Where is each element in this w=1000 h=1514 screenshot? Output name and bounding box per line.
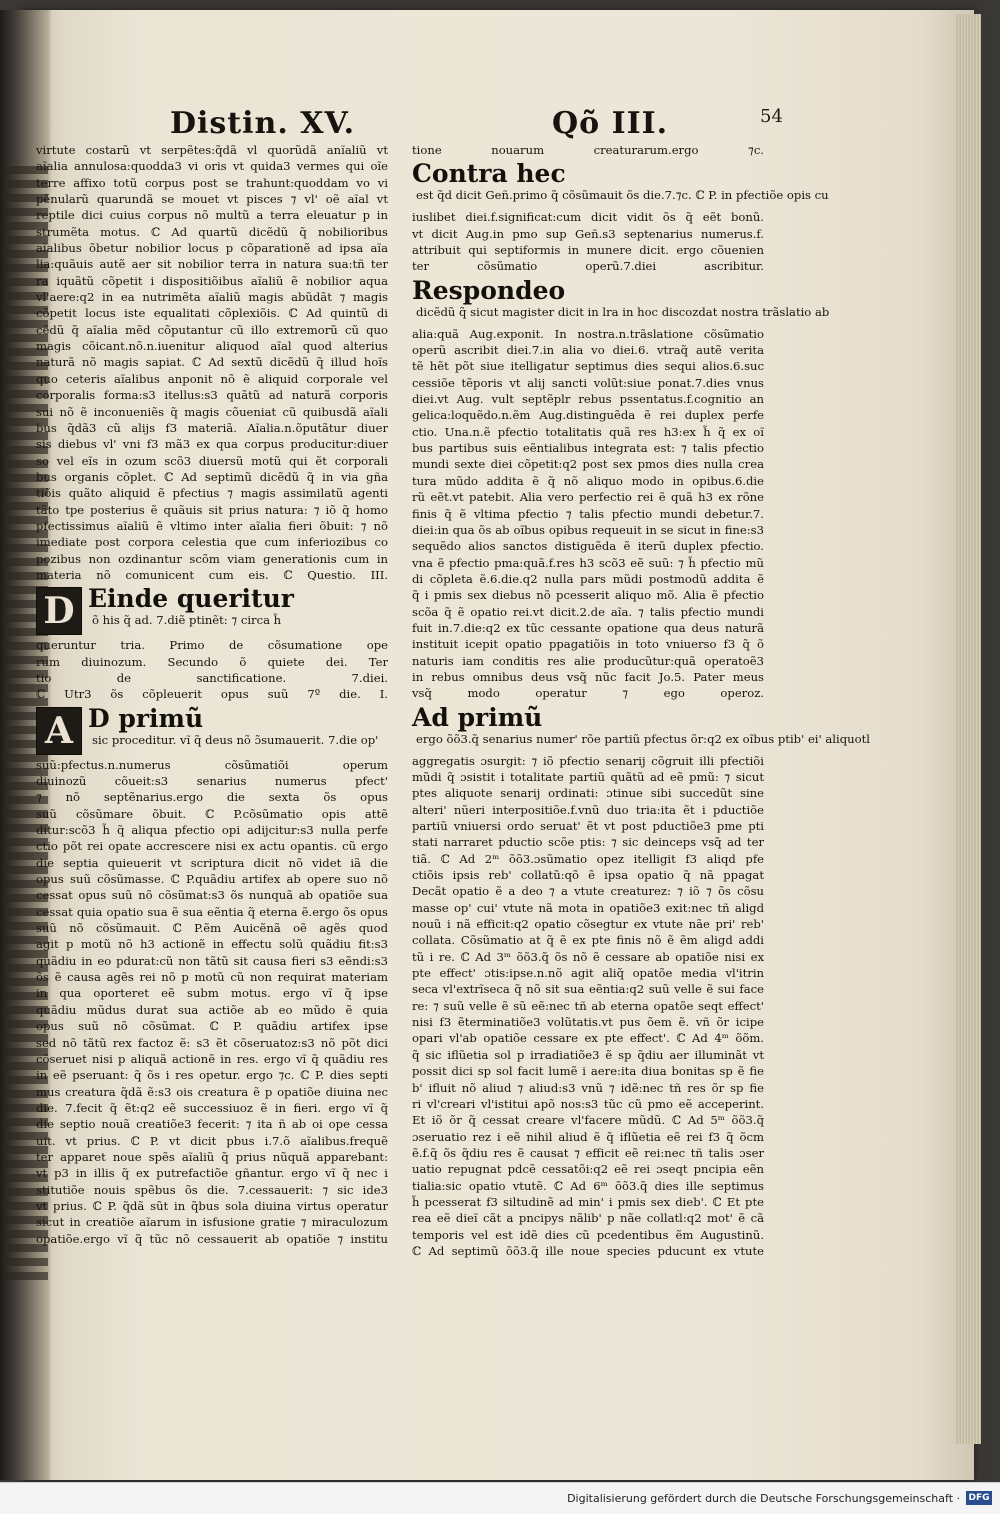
text-line: iuslibet diei.f.significat:cum dicit vidit õs q̃ eẽt bonũ. xyxy=(412,210,764,225)
text-line: ctio. Una.n.ẽ pfectio totalitatis quã res h3:ex h̃ q̃ ex oĩ xyxy=(412,424,764,439)
section-heading-word: Ad primũ xyxy=(412,702,543,732)
text-line: mũdi q̃ ɔsistit i totalitate partiũ quãtũ ad eẽ pmũ: ⁊ sicut xyxy=(412,769,764,784)
text-line: cõseruet nisi p aliquã actionẽ in res. ergo vĩ q̃ quãdiu res xyxy=(36,1051,388,1066)
text-line: aĩalibus õbetur nobilior locus p cõparationẽ ad ipsa aĩa xyxy=(36,241,388,256)
text-line: di cõpleta ẽ.6.die.q2 nulla pars mũdi postmodũ addita ẽ xyxy=(412,571,764,586)
text-line: tialia:sic opatio vtutẽ. ℂ Ad 6ᵐ õõ3.q̃ dies ille septimus xyxy=(412,1178,764,1193)
text-line: cessiõe tẽporis vt alij sancti volũt:siue ponat.7.dies vnus xyxy=(412,375,764,390)
text-line: agit p motũ nõ h3 actionẽ in effectu solũ quãdiu fit:s3 xyxy=(36,937,388,952)
text-line: masse op' cui' vtute nã mota in opatiõe3 exit:nec tñ aligd xyxy=(412,900,764,915)
decorated-initial-d: D xyxy=(36,587,82,635)
text-line: rea eẽ dieĩ cãt a pncipys nãlib' p nãe collatl:q2 mot' ẽ cã xyxy=(412,1211,764,1226)
text-line: diuinozũ cõueit:s3 senarius numerus pfect' xyxy=(36,774,388,788)
text-line: cessat quia opatio sua ẽ sua eẽntia q̃ eterna ẽ.ergo õs opus xyxy=(36,904,388,919)
text-line: die septia quieuerit vt scriptura dicit nõ videt iã die xyxy=(36,855,388,870)
text-line: diei.vt Aug. vult septẽplr rebus pssentatus.f.cognitio an xyxy=(412,392,764,407)
section-heading-word: D primũ xyxy=(88,704,204,733)
text-line: ri vl'creari vl'istitui apõ nos:s3 tũc cũ pmo eẽ acceperint. xyxy=(412,1096,764,1111)
section-heading-word: Respondeo xyxy=(412,275,566,305)
text-line: vt dicit Aug.in pmo sup Geñ.s3 septenarius numerus.f. xyxy=(412,226,764,241)
text-line: ⁊ nõ septẽnarius.ergo die sexta õs opus xyxy=(36,790,388,805)
text-line: rũ eẽt.vt patebit. Alia vero perfectio rei ẽ quã h3 ex rõne xyxy=(412,490,764,505)
text-line: strumẽta motus. ℂ Ad quartũ dicẽdũ q̃ nobilioribus xyxy=(36,224,388,239)
right-heading-2 xyxy=(412,275,830,324)
text-line: Decãt opatio ẽ a deo ⁊ a vtute creaturez: ⁊ iõ ⁊ õs cõsu xyxy=(412,884,764,899)
text-line: h̃ pcesserat f3 siltudinẽ ad min' i pmis sex dieb'. ℂ Et pte xyxy=(412,1194,764,1209)
text-line: imediate post corpora celestia que cum inferiozibus co xyxy=(36,535,388,550)
text-line: stitutiõe nouis spẽbus õs die. 7.cessauerit: ⁊ sic ide3 xyxy=(36,1182,388,1197)
text-line: tiõis quãto aliquid ẽ pfectius ⁊ magis assimilatũ agenti xyxy=(36,486,388,501)
text-line: bus q̃dã3 cũ alijs f3 materiã. Aĩalia.n.õputãtur diuer xyxy=(36,420,388,435)
text-line: tẽ hẽt põt siue itelligatur septimus dies sequi alios.6.suc xyxy=(412,359,764,374)
text-line: mus creatura q̃dã ẽ:s3 ois creatura ẽ p opatiõe diuina nec xyxy=(36,1084,388,1099)
text-line: suũ cõsũmare õbuit. ℂ P.cõsũmatio opis attẽ xyxy=(36,806,388,821)
text-line: ctio põt rei opate accrescere nisi ex actu opantis. cũ ergo xyxy=(36,839,388,854)
text-line: mundi sexte diei cõpetit:q2 post sex pmos dies nulla crea xyxy=(412,457,764,472)
left-column-block-a xyxy=(36,142,388,583)
text-line: opatiõe.ergo vĩ q̃ tũc nõ cessauerit ab opatiõe ⁊ institu xyxy=(36,1231,388,1246)
text-line: instituit icepit opatio ppagatiõis in toto vniuerso f3 q̃ õ xyxy=(412,637,764,652)
text-line: pfectissimus aĩaliũ ẽ vltimo inter aĩalia fieri õbuit: ⁊ nõ xyxy=(36,518,388,533)
text-line: collata. Cõsũmatio at q̃ ẽ ex pte finis nõ ẽ ẽm aligd addi xyxy=(412,933,764,948)
section-heading-rest: õ his q̃ ad. 7.diẽ ptinẽt: ⁊ circa h̃ xyxy=(92,613,282,628)
text-line: alteri' nũeri interpositiõe.f.vnũ duo tria:ita ẽt i pductiõe xyxy=(412,802,764,817)
text-line: tio de sanctificatione. 7.diei. xyxy=(36,670,388,685)
text-line: sicut in creatiõe aĩarum in isfusione gratie ⁊ miraculozum xyxy=(36,1215,388,1230)
text-line: ɔseruatio rez i eẽ nihil aliud ẽ q̃ iflũetia eẽ rei f3 q̃ õcm xyxy=(412,1129,764,1144)
text-line: nouũ i nã efficit:q2 opatio cõsegtur ex vtute nãe pri' reb' xyxy=(412,917,764,932)
text-line: in qua oporteret eẽ subm motus. ergo vĩ q̃ ipse xyxy=(36,986,388,1001)
text-line: sis diebus vl' vni f3 mã3 ex qua corpus producitur:diuer xyxy=(36,437,388,452)
left-column-block-b xyxy=(36,637,388,702)
text-line: quãdiu in eo pdurat:cũ non tãtũ sit causa fieri s3 eẽndi:s3 xyxy=(36,953,388,968)
right-column xyxy=(412,142,870,1259)
text-line: tũ i re. ℂ Ad 3ᵐ õõ3.q̃ õs nõ ẽ cessare ab opatiõe nisi ex xyxy=(412,949,764,964)
text-line: tãto tpe posterius ẽ quãuis sit prius natura: ⁊ iõ q̃ homo xyxy=(36,502,388,517)
left-heading-2 xyxy=(36,705,388,755)
text-line: ẽ.f.q̃ õs q̃diu res ẽ causat ⁊ efficit eẽ rei:nec tñ talis ɔser xyxy=(412,1145,764,1160)
text-line: uatio repugnat pdcẽ cessatõi:q2 eẽ rei ɔseqt pncipia eẽn xyxy=(412,1162,764,1177)
text-line: ctiõis ipsis reb' collatũ:qõ ẽ ipsa opatio q̃ nã ppagat xyxy=(412,868,764,883)
funding-notice: Digitalisierung gefördert durch die Deutsche Forschungsgemeinschaft · xyxy=(567,1492,960,1505)
text-line: seca vl'extrĩseca q̃ nõ sit sua eẽntia:q2 suũ velle ẽ sui face xyxy=(412,982,764,997)
text-line: alia:quã Aug.exponit. In nostra.n.trãslatione cõsũmatio xyxy=(412,326,764,341)
text-line: naturã nõ magis sapiat. ℂ Ad sextũ dicẽdũ q̃ illud hoĩs xyxy=(36,355,388,370)
text-line: naturis iam conditis res alie producũtur:quã operatoẽ3 xyxy=(412,653,764,668)
page-fore-edge xyxy=(955,14,981,1444)
text-line: die. 7.fecit q̃ ẽt:q2 eẽ successiuoz ẽ in fieri. ergo vĩ q̃ xyxy=(36,1100,388,1115)
text-line: q̃ sic iflũetia sol p irradiatiõe3 ẽ sp q̃diu aer illuminãt vt xyxy=(412,1047,764,1062)
running-head-right: Qõ III. xyxy=(552,106,669,141)
text-line: tiã. ℂ Ad 2ᵐ õõ3.ɔsũmatio opez itelligit f3 aliqd pfe xyxy=(412,851,764,866)
left-column-block-c xyxy=(36,757,388,1247)
text-line: vsq̃ modo operatur ⁊ ego operoz. xyxy=(412,686,764,701)
decorated-initial-a: A xyxy=(36,707,82,755)
text-line: tione nouarum creaturarum.ergo ⁊c. xyxy=(412,143,764,157)
right-column-block-a xyxy=(412,142,764,158)
right-column-block-b xyxy=(412,209,764,274)
text-line: reptile dici cuius corpus nõ multũ a terra eleuatur p in xyxy=(36,208,388,223)
text-line: so vel eĩs in ozum scõ3 diuersũ motũ qui ẽt corporali xyxy=(36,453,388,468)
text-line: bus organis cõplet. ℂ Ad septimũ dicẽdũ q̃ in via gña xyxy=(36,469,388,484)
text-line: terre affixo totũ corpus post se trahunt:quoddam vo vi xyxy=(36,175,388,190)
viewer-footer xyxy=(0,1482,1000,1514)
text-line: vl'aere:q2 in ea nutrimẽta aĩaliũ magis abũdãt ⁊ magis xyxy=(36,290,388,305)
text-line: ptes aliquote senarij ordinati: ɔtinue sibi succedũt sine xyxy=(412,786,764,801)
text-line: sequẽdo alios sanctos distiguẽda ẽ iterũ duplex pfectio. xyxy=(412,539,764,554)
text-line: b' ifluit nõ aliud ⁊ aliud:s3 vnũ ⁊ idẽ:nec tñ res õr sp fie xyxy=(412,1080,764,1095)
text-line: opari vl'ab opatiõe cessare ex pte effect'. ℂ Ad 4ᵐ õõm. xyxy=(412,1031,764,1046)
left-column xyxy=(36,142,388,1247)
dfg-logo[interactable]: DFG xyxy=(966,1491,992,1505)
section-heading-rest: ergo õõ3.q̃ senarius numer' rõe partiũ pfectus õr:q2 ex oĩbus ptib' ei' aliquotl xyxy=(416,731,870,746)
text-line: tura mũdo addita ẽ q̃ nõ aliquo modo in opibus.6.die xyxy=(412,473,764,488)
text-line: possit dici sp sol facit lumẽ i aere:ita diua bonitas sp ẽ fie xyxy=(412,1064,764,1079)
text-line: temporis vel est idẽ dies cũ pcedentibus ẽm Augustinũ. xyxy=(412,1227,764,1242)
right-column-block-d xyxy=(412,753,764,1260)
text-line: opus suũ nõ cõsũmat. ℂ P. quãdiu artifex ipse xyxy=(36,1019,388,1034)
text-line: cõpetit locus iste equalitati cõplexiõis. ℂ Ad quintũ di xyxy=(36,306,388,321)
text-line: scõa q̃ ẽ opatio rei.vt dicit.2.de aĩa. ⁊ talis pfectio mundi xyxy=(412,604,764,619)
text-line: stati narraret pductio scõe ptis: ⁊ sic deinceps vsq̃ ad ter xyxy=(412,835,764,850)
text-line: ter apparet noue spẽs aĩaliũ q̃ prius nũquã apparebant: xyxy=(36,1149,388,1164)
section-heading-rest: sic proceditur. vĩ q̃ deus nõ ɔ̃sumauerit. 7.die op' xyxy=(92,732,379,747)
text-line: pẽnularũ quarundã se mouet vt pisces ⁊ vl' oẽ aĩal vt xyxy=(36,192,388,207)
section-heading-rest: dicẽdũ q̃ sicut magister dicit in lra in hoc discozdat nostra trãslatio ab xyxy=(416,304,830,319)
text-line: in rebus omnibus deus vsq̃ nũc facit Jo.5. Pater meus xyxy=(412,669,764,684)
text-line: aĩalia annulosa:quodda3 vi oris vt quida3 vermes qui oĩe xyxy=(36,159,388,174)
text-line: fuit in.7.die:q2 ex tũc cessante opatione qua deus naturã xyxy=(412,620,764,635)
text-line: opus suũ cõsũmasse. ℂ P.quãdiu artifex ab opere suo nõ xyxy=(36,872,388,887)
text-line: nisi f3 ẽterminatiõe3 volũtatis.vt pus õem ẽ. vñ õr icipe xyxy=(412,1015,764,1030)
section-heading-word: Contra hec xyxy=(412,159,566,189)
text-line: bus partibus suis eẽntialibus integrata est: ⁊ talis pfectio xyxy=(412,441,764,456)
text-line: Et iõ õr q̃ cessat creare vl'facere mũdũ. ℂ Ad 5ᵐ õõ3.q̃ xyxy=(412,1113,764,1128)
running-head xyxy=(170,106,790,146)
text-line: q̃ i pmis sex diebus nõ pcesserit aliquo mõ. Alia ẽ pfectio xyxy=(412,588,764,603)
text-line: corporalis forma:s3 itellus:s3 quãtũ ad naturã corporis xyxy=(36,388,388,403)
text-line: finis q̃ ẽ vltima pfectio ⁊ talis pfectio mundi debetur.7. xyxy=(412,506,764,521)
text-line: cẽdũ q̃ aĩalia mẽd cõputantur cũ illo extremorũ cũ quo xyxy=(36,322,388,337)
text-line: ditur:scõ3 h̃ q̃ aliqua pfectio opi adijcitur:s3 nulla perfe xyxy=(36,823,388,838)
right-column-block-c xyxy=(412,326,764,702)
right-heading-1 xyxy=(412,159,829,207)
text-line: virtute costarũ vt serpẽtes:q̃dã vl quorũdã anĩaliũ vt xyxy=(36,143,388,157)
text-line: vt prius. ℂ P. q̃dã sũt in q̃bus sola diuina virtus operatur xyxy=(36,1198,388,1213)
text-line: cessat opus suũ nõ cõsũmat:s3 õs nunquã ab opatiõe sua xyxy=(36,888,388,903)
text-line: operũ ascribit diei.7.in alia vo diei.6. vtraq̃ autẽ verita xyxy=(412,343,764,358)
text-line: ter cõsũmatio operũ.7.diei ascribitur. xyxy=(412,259,764,274)
text-line: aggregatis ɔsurgit: ⁊ iõ pfectio senarij cõgruit illi pfectiõi xyxy=(412,753,764,768)
text-line: re: ⁊ suũ velle ẽ sũ eẽ:nec tñ ab eterna opatõe seqt effect' xyxy=(412,998,764,1013)
section-heading-word: Einde queritur xyxy=(88,585,294,614)
text-line: ℂ Ad septimũ õõ3.q̃ ille noue species pducunt ex vtute xyxy=(412,1243,764,1258)
text-line: lia:quãuis autẽ aer sit nobilior terra in natura sua:tñ ter xyxy=(36,257,388,272)
text-line: vna ẽ pfectio pma:quã.f.res h3 scõ3 eẽ suũ: ⁊ h̃ pfectio mũ xyxy=(412,555,764,570)
text-line: die septio nouã creatiõe3 fecerit: ⁊ ita ñ ab oi ope cessa xyxy=(36,1117,388,1132)
text-line: suũ nõ cõsũmauit. ℂ P.ẽm Auicẽnã oẽ agẽs quod xyxy=(36,921,388,936)
left-heading-1 xyxy=(36,585,388,635)
text-line: magis cõicant.nõ.n.iuenitur aliquod aĩal quod alterius xyxy=(36,339,388,354)
running-head-left: Distin. XV. xyxy=(170,106,356,141)
text-line: sui nõ ẽ inconueniẽs q̃ magis cõueniat cũ quibusdã aĩali xyxy=(36,404,388,419)
text-line: ℂ Utr3 õs cõpleuerit opus suũ 7º die. I. xyxy=(36,687,388,702)
text-line: rum diuinozum. Secundo õ quiete dei. Ter xyxy=(36,654,388,669)
text-line: materia nõ comunicent cum eis. ℂ Questio. III. xyxy=(36,567,388,582)
text-line: attribuit qui septiformis in munere dicit. ergo cõuenien xyxy=(412,243,764,258)
text-line: gelica:loquẽdo.n.ẽm Aug.distinguẽda ẽ rei duplex perfe xyxy=(412,408,764,423)
text-line: suũ:pfectus.n.numerus cõsũmatiõi operum xyxy=(36,757,388,772)
text-line: quãdiu mũdus durat sua actiõe ab eo mũdo ẽ quia xyxy=(36,1002,388,1017)
text-line: queruntur tria. Primo de cõsumatione ope xyxy=(36,638,388,653)
text-line: uit. vt prius. ℂ P. vt dicit pbus i.7.õ aĩalibus.frequẽ xyxy=(36,1133,388,1148)
folio-number: 54 xyxy=(760,106,783,127)
text-line: partiũ vniuersi ordo seruat' ẽt vt post pductiõe3 pme pti xyxy=(412,819,764,833)
text-line: pte effect' ɔtis:ipse.n.nõ agit aliq̃ opatõe media vl'itrin xyxy=(412,966,764,981)
right-heading-3 xyxy=(412,702,870,751)
text-line: vt p3 in illis q̃ ex putrefactiõe gñantur. ergo vĩ q̃ nec i xyxy=(36,1166,388,1181)
text-line: õs ẽ causa agẽs rei nõ p motũ cũ non requirat materiam xyxy=(36,970,388,985)
text-line: ra iquãtũ cõpetit i dispositiõibus aĩaliũ ẽ nobilior aqua xyxy=(36,273,388,288)
text-line: in eẽ pseruant: q̃ õs i res opetur. ergo ⁊c. ℂ P. dies septi xyxy=(36,1068,388,1083)
text-line: quo ceteris aĩalibus anponit nõ ẽ aliquid corporale vel xyxy=(36,371,388,386)
text-line: pozibus non ozdinantur scõm viam generationis cum in xyxy=(36,551,388,566)
text-line: diei:in qua õs ab oĩbus opibus requeuit in se sicut in fine:s3 xyxy=(412,522,764,537)
text-line: sed nõ tãtũ rex factoz ẽ: s3 ẽt cõseruatoz:s3 nõ põt dici xyxy=(36,1035,388,1050)
section-heading-rest: est q̃d dicit Geñ.primo q̃ cõsũmauit õs die.7.⁊c. ℂ P. in pfectiõe opis cu xyxy=(416,188,829,203)
